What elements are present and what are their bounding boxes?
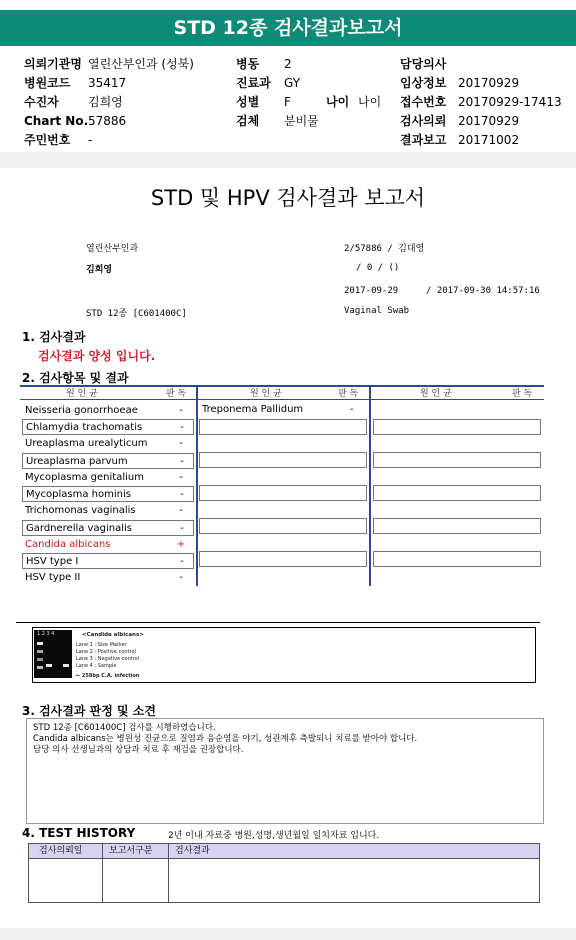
gel-legend (76, 632, 144, 680)
history-col-separator (168, 844, 169, 902)
info-value: 35417 (88, 76, 127, 90)
info-value: F (284, 95, 291, 109)
test-result: - (180, 556, 184, 567)
test-result: - (179, 505, 183, 516)
meta-patient: 김희영 (86, 265, 113, 275)
empty-row-box (373, 551, 541, 567)
test-row (22, 436, 194, 452)
test-row (22, 553, 194, 569)
test-result: - (179, 438, 183, 449)
info-value: 20170929-17413 (458, 95, 562, 109)
test-result: - (350, 404, 354, 415)
col-header-result: 판 독 (166, 389, 187, 399)
test-row (22, 486, 194, 502)
organism-name: Ureaplasma urealyticum (25, 438, 148, 449)
info-value: GY (284, 76, 301, 90)
section1-title: 1. 검사결과 (22, 330, 86, 344)
info-value: 2 (284, 57, 292, 71)
info-value: - (88, 133, 93, 147)
test-result: - (180, 489, 184, 500)
meta-test-code: STD 12종 [C601400C] (86, 309, 187, 319)
organism-name: Chlamydia trachomatis (26, 422, 143, 433)
gel-lane-numbers: 1 2 3 4 (37, 631, 55, 637)
gel-band (37, 666, 43, 669)
gel-title: <Candida albicans> (82, 632, 144, 638)
opinion-line: STD 12종 [C601400C] 검사를 시행하였습니다. (33, 723, 216, 733)
info-value: 김희영 (88, 95, 123, 109)
test-row (22, 503, 194, 519)
info-value: 20171002 (458, 133, 520, 147)
gel-legend-line: Lane 2 : Positive control (76, 649, 136, 655)
col-header-organism: 원 인 균 (420, 389, 452, 399)
col-header-organism: 원 인 균 (66, 389, 98, 399)
info-value: 20170929 (458, 114, 520, 128)
organism-name: HSV type II (25, 572, 81, 583)
test-row (22, 453, 194, 469)
test-row (22, 520, 194, 536)
info-key: 임상정보 (400, 76, 447, 90)
report-title: STD 및 HPV 검사결과 보고서 (150, 186, 426, 210)
organism-name: Trichomonas vaginalis (25, 505, 136, 516)
empty-row-box (199, 551, 367, 567)
age-key: 나이 (326, 95, 350, 109)
test-row (22, 419, 194, 435)
test-result: - (180, 456, 184, 467)
opinion-line: 담당 의사 선생님과의 상담과 치료 후 재검을 권장합니다. (33, 745, 244, 755)
test-result: - (179, 405, 183, 416)
info-mid (236, 55, 381, 131)
opinion-box (26, 718, 544, 824)
history-table (28, 843, 540, 903)
table-header-rule (20, 399, 544, 400)
history-note: 2년 이내 자료중 병원,성명,생년월일 일치자료 입니다. (168, 831, 380, 841)
organism-name: Ureaplasma parvum (26, 456, 128, 467)
divider-band (0, 152, 576, 168)
info-key: 담당의사 (400, 57, 447, 71)
gel-band-label: ← 258bp C.A. infection (76, 673, 140, 679)
test-result: + (176, 539, 186, 550)
test-result: - (180, 523, 184, 534)
info-right (400, 55, 562, 150)
history-col-request-date: 검사의뢰일 (39, 846, 83, 856)
history-col-report-type: 보고서구분 (109, 846, 153, 856)
info-key: 수진자 (24, 95, 59, 109)
gel-legend-line: Lane 1 : Size Marker (76, 642, 127, 648)
meta-chart-doctor: 2/57886 / 김대영 (344, 244, 425, 254)
test-row-positive (22, 537, 194, 553)
gel-legend-line: Lane 4 : Sample (76, 663, 117, 669)
col-header-result: 판 독 (512, 389, 533, 399)
gel-band (37, 650, 43, 653)
empty-row-box (373, 452, 541, 468)
info-key: 진료과 (236, 76, 271, 90)
empty-row-box (199, 452, 367, 468)
info-key: 병원코드 (24, 76, 71, 90)
organism-name: Neisseria gonorrhoeae (25, 405, 138, 416)
info-key: Chart No. (24, 114, 89, 128)
section3-title: 3. 검사결과 판정 및 소견 (22, 704, 156, 718)
info-value: 분비물 (284, 114, 319, 128)
info-left (24, 55, 194, 150)
test-row (22, 403, 194, 419)
meta-age: / 0 / () (356, 263, 400, 273)
info-key: 접수번호 (400, 95, 447, 109)
empty-row-box (199, 419, 367, 435)
test-result: - (179, 572, 183, 583)
gel-band (46, 664, 52, 667)
gel-top-rule (16, 622, 540, 624)
info-key: 병동 (236, 57, 260, 71)
test-row (22, 470, 194, 486)
gel-band (63, 664, 69, 667)
table-column-separator (369, 386, 371, 586)
empty-row-box (373, 518, 541, 534)
info-key: 결과보고 (400, 133, 447, 147)
test-row (22, 570, 194, 586)
test-result: - (180, 422, 184, 433)
organism-name: Mycoplasma genitalium (25, 472, 144, 483)
info-key: 성별 (236, 95, 260, 109)
info-key: 주민번호 (24, 133, 71, 147)
info-value: 57886 (88, 114, 127, 128)
empty-row-box (199, 485, 367, 501)
organism-name: Gardnerella vaginalis (26, 523, 132, 534)
opinion-line: Candida albicans는 병원성 진균으로 질염과 음순염을 야기, 성관계후 측발되니 치료를 받아야 합니다. (33, 734, 418, 744)
gel-band (37, 642, 43, 645)
gel-legend-line: Lane 3 : Negative control (76, 656, 140, 662)
section4-title: 4. TEST HISTORY (22, 826, 136, 840)
meta-specimen: Vaginal Swab (344, 306, 410, 316)
age-value: 나이 (358, 95, 382, 109)
organism-name: HSV type I (26, 556, 79, 567)
info-value: 열린산부인과 (성북) (88, 57, 194, 71)
table-top-rule (20, 385, 544, 387)
meta-date-report: / 2017-09-30 14:57:16 (426, 286, 540, 296)
organism-name: Candida albicans (25, 539, 111, 550)
empty-row-box (199, 518, 367, 534)
info-value: 20170929 (458, 76, 520, 90)
table-column-separator (196, 386, 198, 586)
info-key: 검체 (236, 114, 260, 128)
col-header-organism: 원 인 균 (250, 389, 282, 399)
info-key: 의뢰기관명 (24, 57, 82, 71)
info-key: 검사의뢰 (400, 114, 447, 128)
test-result: - (179, 472, 183, 483)
history-col-separator (102, 844, 103, 902)
meta-date-request: 2017-09-29 (344, 286, 399, 296)
footer-band (0, 928, 576, 940)
organism-name: Mycoplasma hominis (26, 489, 131, 500)
empty-row-box (373, 419, 541, 435)
empty-row-box (373, 485, 541, 501)
section2-title: 2. 검사항목 및 결과 (22, 371, 129, 385)
gel-electrophoresis-image (34, 630, 72, 678)
gel-band (37, 658, 43, 661)
history-col-result: 검사결과 (175, 846, 210, 856)
organism-name: Treponema Pallidum (202, 404, 304, 415)
col-header-result: 판 독 (338, 389, 359, 399)
positive-result: 검사결과 양성 입니다. (38, 349, 156, 363)
report-header-title: STD 12종 검사결과보고서 (0, 10, 576, 46)
meta-hospital: 열린산부인과 (86, 244, 139, 254)
